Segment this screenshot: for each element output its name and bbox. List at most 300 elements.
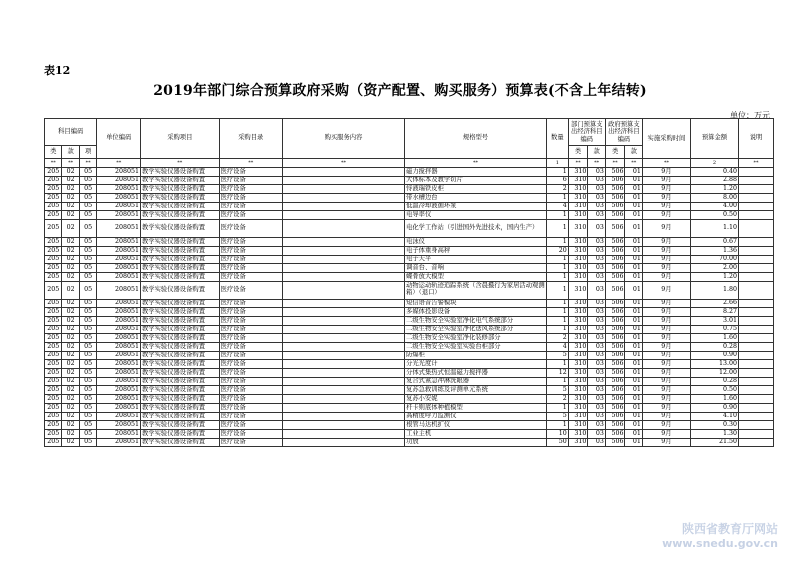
row-purchase-catalog: 医疗设备 <box>219 316 282 325</box>
row-gov-econ-section: 01 <box>625 281 642 299</box>
row-purchase-project: 教学实验仪器设备购置 <box>141 412 220 421</box>
row-spec-model: 大体标本及教学切片 <box>405 176 547 185</box>
row-unit-code: 208051 <box>97 281 141 299</box>
row-purchase-project: 教学实验仪器设备购置 <box>141 185 220 194</box>
row-section-code: 02 <box>62 369 79 378</box>
row-gov-econ-class: 506 <box>605 238 625 247</box>
row-dept-econ-section: 03 <box>588 429 605 438</box>
row-spec-model: 防爆柜 <box>405 351 547 360</box>
table-row <box>45 395 774 404</box>
row-quantity: 5 <box>546 386 568 395</box>
row-purchase-project: 教学实验仪器设备购置 <box>141 360 220 369</box>
row-purchase-catalog: 医疗设备 <box>219 272 282 281</box>
row-purchase-catalog: 医疗设备 <box>219 185 282 194</box>
row-purchase-catalog: 医疗设备 <box>219 308 282 317</box>
row-item-code: 05 <box>79 246 96 255</box>
row-spec-model: 恃液瑞铁皮柜 <box>405 185 547 194</box>
row-class-code: 205 <box>45 202 62 211</box>
row-service-content <box>282 246 404 255</box>
row-unit-code: 208051 <box>97 272 141 281</box>
row-purchase-catalog: 医疗设备 <box>219 281 282 299</box>
row-budget-amount: 21.50 <box>690 438 738 447</box>
row-remark <box>738 264 773 273</box>
row-gov-econ-section: 01 <box>625 194 642 203</box>
row-service-content <box>282 429 404 438</box>
row-implement-time: 9月 <box>642 281 690 299</box>
row-budget-amount: 1.60 <box>690 334 738 343</box>
row-purchase-project: 教学实验仪器设备购置 <box>141 403 220 412</box>
row-class-code: 205 <box>45 220 62 238</box>
row-gov-econ-class: 506 <box>605 211 625 220</box>
table-row <box>45 438 774 447</box>
table-row <box>45 386 774 395</box>
row-dept-econ-class: 310 <box>568 421 588 430</box>
table-row <box>45 369 774 378</box>
row-remark <box>738 176 773 185</box>
row-spec-model: 复苏急救训练及评测单元系统 <box>405 386 547 395</box>
watermark-name: 陕西省教育厅网站 <box>681 522 778 537</box>
row-section-code: 02 <box>62 255 79 264</box>
row-purchase-project: 教学实验仪器设备购置 <box>141 351 220 360</box>
table-row <box>45 176 774 185</box>
page-title: 2019年部门综合预算政府采购（资产配置、购买服务）预算表(不含上年结转) <box>153 83 647 99</box>
row-gov-econ-section: 01 <box>625 246 642 255</box>
row-dept-econ-section: 03 <box>588 185 605 194</box>
row-service-content <box>282 412 404 421</box>
row-quantity: 1 <box>546 308 568 317</box>
row-unit-code: 208051 <box>97 255 141 264</box>
row-implement-time: 9月 <box>642 334 690 343</box>
row-implement-time: 9月 <box>642 194 690 203</box>
row-section-code: 02 <box>62 377 79 386</box>
row-service-content <box>282 369 404 378</box>
row-remark <box>738 238 773 247</box>
row-service-content <box>282 403 404 412</box>
row-quantity: 50 <box>546 438 568 447</box>
row-dept-econ-class: 310 <box>568 429 588 438</box>
row-unit-code: 208051 <box>97 299 141 308</box>
row-quantity: 20 <box>546 246 568 255</box>
row-implement-time: 9月 <box>642 429 690 438</box>
row-section-code: 02 <box>62 264 79 273</box>
row-gov-econ-section: 01 <box>625 308 642 317</box>
marker-cell: ** <box>738 159 773 168</box>
row-service-content <box>282 308 404 317</box>
row-item-code: 05 <box>79 377 96 386</box>
row-implement-time: 9月 <box>642 369 690 378</box>
header-item: 项 <box>79 146 96 159</box>
row-section-code: 02 <box>62 202 79 211</box>
row-gov-econ-section: 01 <box>625 176 642 185</box>
row-class-code: 205 <box>45 343 62 352</box>
row-unit-code: 208051 <box>97 343 141 352</box>
row-unit-code: 208051 <box>97 308 141 317</box>
row-service-content <box>282 202 404 211</box>
row-dept-econ-class: 310 <box>568 308 588 317</box>
marker-cell: 1 <box>546 159 568 168</box>
row-item-code: 05 <box>79 438 96 447</box>
watermark <box>662 522 778 551</box>
row-purchase-project: 教学实验仪器设备购置 <box>141 377 220 386</box>
row-quantity: 4 <box>546 202 568 211</box>
row-budget-amount: 0.28 <box>690 377 738 386</box>
row-spec-model: 调音台、音响 <box>405 264 547 273</box>
row-remark <box>738 185 773 194</box>
row-purchase-project: 教学实验仪器设备购置 <box>141 308 220 317</box>
row-gov-econ-class: 506 <box>605 438 625 447</box>
row-dept-econ-section: 03 <box>588 369 605 378</box>
row-gov-econ-class: 506 <box>605 360 625 369</box>
row-service-content <box>282 272 404 281</box>
row-service-content <box>282 185 404 194</box>
row-gov-econ-class: 506 <box>605 377 625 386</box>
row-item-code: 05 <box>79 395 96 404</box>
row-purchase-project: 教学实验仪器设备购置 <box>141 421 220 430</box>
row-service-content <box>282 255 404 264</box>
row-section-code: 02 <box>62 211 79 220</box>
table-row <box>45 238 774 247</box>
row-remark <box>738 220 773 238</box>
row-implement-time: 9月 <box>642 246 690 255</box>
row-unit-code: 208051 <box>97 403 141 412</box>
row-gov-econ-section: 01 <box>625 255 642 264</box>
row-class-code: 205 <box>45 246 62 255</box>
row-purchase-project: 教学实验仪器设备购置 <box>141 194 220 203</box>
row-section-code: 02 <box>62 334 79 343</box>
row-purchase-catalog: 医疗设备 <box>219 255 282 264</box>
row-dept-econ-section: 03 <box>588 308 605 317</box>
row-gov-econ-class: 506 <box>605 185 625 194</box>
row-purchase-project: 教学实验仪器设备购置 <box>141 343 220 352</box>
row-quantity: 1 <box>546 299 568 308</box>
row-gov-econ-section: 01 <box>625 369 642 378</box>
row-dept-econ-section: 03 <box>588 246 605 255</box>
row-quantity: 2 <box>546 395 568 404</box>
budget-table <box>44 118 774 447</box>
table-label: 表12 <box>44 64 71 77</box>
row-dept-econ-class: 310 <box>568 369 588 378</box>
header-gov-section: 款 <box>625 146 642 159</box>
row-class-code: 205 <box>45 238 62 247</box>
row-class-code: 205 <box>45 351 62 360</box>
row-item-code: 05 <box>79 386 96 395</box>
row-dept-econ-section: 03 <box>588 334 605 343</box>
row-unit-code: 208051 <box>97 429 141 438</box>
row-remark <box>738 281 773 299</box>
row-gov-econ-section: 01 <box>625 334 642 343</box>
row-dept-econ-section: 03 <box>588 360 605 369</box>
row-unit-code: 208051 <box>97 316 141 325</box>
row-quantity: 10 <box>546 429 568 438</box>
row-service-content <box>282 351 404 360</box>
row-class-code: 205 <box>45 185 62 194</box>
row-unit-code: 208051 <box>97 168 141 177</box>
row-dept-econ-class: 310 <box>568 264 588 273</box>
row-purchase-catalog: 医疗设备 <box>219 194 282 203</box>
row-purchase-catalog: 医疗设备 <box>219 211 282 220</box>
table-row <box>45 220 774 238</box>
row-spec-model: 复合式紧急冲淋洗眼器 <box>405 377 547 386</box>
row-quantity: 1 <box>546 211 568 220</box>
row-gov-econ-section: 01 <box>625 343 642 352</box>
row-dept-econ-section: 03 <box>588 194 605 203</box>
row-remark <box>738 360 773 369</box>
row-budget-amount: 4.00 <box>690 202 738 211</box>
row-purchase-catalog: 医疗设备 <box>219 220 282 238</box>
row-budget-amount: 12.00 <box>690 369 738 378</box>
row-section-code: 02 <box>62 386 79 395</box>
row-gov-econ-class: 506 <box>605 168 625 177</box>
row-dept-econ-section: 03 <box>588 255 605 264</box>
row-purchase-project: 教学实验仪器设备购置 <box>141 334 220 343</box>
row-quantity: 4 <box>546 343 568 352</box>
row-class-code: 205 <box>45 281 62 299</box>
row-service-content <box>282 343 404 352</box>
row-unit-code: 208051 <box>97 238 141 247</box>
row-service-content <box>282 377 404 386</box>
row-implement-time: 9月 <box>642 211 690 220</box>
row-purchase-catalog: 医疗设备 <box>219 168 282 177</box>
row-implement-time: 9月 <box>642 351 690 360</box>
header-row-1 <box>45 119 774 146</box>
row-remark <box>738 421 773 430</box>
row-unit-code: 208051 <box>97 351 141 360</box>
row-item-code: 05 <box>79 351 96 360</box>
marker-cell: ** <box>642 159 690 168</box>
row-budget-amount: 4.10 <box>690 412 738 421</box>
row-purchase-project: 教学实验仪器设备购置 <box>141 395 220 404</box>
row-dept-econ-class: 310 <box>568 438 588 447</box>
row-dept-econ-section: 03 <box>588 176 605 185</box>
row-class-code: 205 <box>45 403 62 412</box>
row-unit-code: 208051 <box>97 202 141 211</box>
row-remark <box>738 316 773 325</box>
row-service-content <box>282 325 404 334</box>
row-item-code: 05 <box>79 412 96 421</box>
row-gov-econ-section: 01 <box>625 220 642 238</box>
row-spec-model: 二级生物安全实验室净化送风系统部分 <box>405 325 547 334</box>
row-remark <box>738 386 773 395</box>
row-remark <box>738 351 773 360</box>
row-class-code: 205 <box>45 412 62 421</box>
table-row <box>45 429 774 438</box>
row-class-code: 205 <box>45 325 62 334</box>
row-budget-amount: 1.20 <box>690 185 738 194</box>
row-remark <box>738 255 773 264</box>
row-dept-econ-section: 03 <box>588 325 605 334</box>
row-service-content <box>282 264 404 273</box>
row-implement-time: 9月 <box>642 412 690 421</box>
row-remark <box>738 325 773 334</box>
row-quantity: 1 <box>546 264 568 273</box>
row-section-code: 02 <box>62 194 79 203</box>
row-unit-code: 208051 <box>97 334 141 343</box>
table-row <box>45 325 774 334</box>
row-spec-model: 带水槽边台 <box>405 194 547 203</box>
row-budget-amount: 0.30 <box>690 421 738 430</box>
row-budget-amount: 1.80 <box>690 281 738 299</box>
row-class-code: 205 <box>45 429 62 438</box>
row-spec-model: 杆卡则底体种植模型 <box>405 403 547 412</box>
row-gov-econ-section: 01 <box>625 429 642 438</box>
row-item-code: 05 <box>79 255 96 264</box>
marker-cell: ** <box>219 159 282 168</box>
marker-cell: ** <box>605 159 625 168</box>
marker-cell: ** <box>45 159 62 168</box>
row-implement-time: 9月 <box>642 316 690 325</box>
row-spec-model: 根管马达机扩仪 <box>405 421 547 430</box>
row-gov-econ-class: 506 <box>605 264 625 273</box>
row-class-code: 205 <box>45 377 62 386</box>
table-row <box>45 194 774 203</box>
row-dept-econ-section: 03 <box>588 272 605 281</box>
row-item-code: 05 <box>79 334 96 343</box>
row-class-code: 205 <box>45 264 62 273</box>
row-dept-econ-class: 310 <box>568 168 588 177</box>
row-quantity: 1 <box>546 281 568 299</box>
row-gov-econ-section: 01 <box>625 377 642 386</box>
row-service-content <box>282 299 404 308</box>
row-unit-code: 208051 <box>97 246 141 255</box>
row-spec-model: 分体式集热式恒温磁力搅拌器 <box>405 369 547 378</box>
row-item-code: 05 <box>79 299 96 308</box>
row-implement-time: 9月 <box>642 325 690 334</box>
row-dept-econ-class: 310 <box>568 246 588 255</box>
row-section-code: 02 <box>62 281 79 299</box>
row-unit-code: 208051 <box>97 369 141 378</box>
marker-cell: 2 <box>690 159 738 168</box>
row-gov-econ-section: 01 <box>625 299 642 308</box>
row-item-code: 05 <box>79 343 96 352</box>
row-gov-econ-class: 506 <box>605 412 625 421</box>
row-quantity: 1 <box>546 421 568 430</box>
row-class-code: 205 <box>45 176 62 185</box>
row-gov-econ-class: 506 <box>605 334 625 343</box>
row-section-code: 02 <box>62 316 79 325</box>
row-section-code: 02 <box>62 421 79 430</box>
row-spec-model: 电子体重身高秤 <box>405 246 547 255</box>
marker-cell: ** <box>282 159 404 168</box>
row-unit-code: 208051 <box>97 325 141 334</box>
row-spec-model: 短信语音告警模块 <box>405 299 547 308</box>
row-section-code: 02 <box>62 238 79 247</box>
row-budget-amount: 1.20 <box>690 272 738 281</box>
row-gov-econ-section: 01 <box>625 421 642 430</box>
row-item-code: 05 <box>79 369 96 378</box>
row-purchase-project: 教学实验仪器设备购置 <box>141 386 220 395</box>
row-purchase-catalog: 医疗设备 <box>219 369 282 378</box>
row-spec-model: 电导率仪 <box>405 211 547 220</box>
marker-cell: ** <box>405 159 547 168</box>
row-gov-econ-class: 506 <box>605 281 625 299</box>
table-body <box>45 168 774 447</box>
row-budget-amount: 1.10 <box>690 220 738 238</box>
row-purchase-project: 教学实验仪器设备购置 <box>141 211 220 220</box>
row-remark <box>738 168 773 177</box>
table-row <box>45 316 774 325</box>
row-dept-econ-section: 03 <box>588 403 605 412</box>
row-dept-econ-class: 310 <box>568 351 588 360</box>
row-class-code: 205 <box>45 421 62 430</box>
row-spec-model: 分光光度计 <box>405 360 547 369</box>
row-remark <box>738 202 773 211</box>
row-budget-amount: 0.40 <box>690 168 738 177</box>
row-gov-econ-class: 506 <box>605 395 625 404</box>
row-dept-econ-class: 310 <box>568 255 588 264</box>
row-unit-code: 208051 <box>97 421 141 430</box>
row-service-content <box>282 360 404 369</box>
row-remark <box>738 438 773 447</box>
row-gov-econ-class: 506 <box>605 369 625 378</box>
row-implement-time: 9月 <box>642 185 690 194</box>
row-gov-econ-section: 01 <box>625 185 642 194</box>
row-class-code: 205 <box>45 386 62 395</box>
row-budget-amount: 3.01 <box>690 316 738 325</box>
header-dept-econ-code: 部门预算支出经济科目编码 <box>568 119 605 146</box>
row-class-code: 205 <box>45 334 62 343</box>
row-section-code: 02 <box>62 185 79 194</box>
row-purchase-catalog: 医疗设备 <box>219 334 282 343</box>
marker-cell: ** <box>79 159 96 168</box>
row-dept-econ-class: 310 <box>568 238 588 247</box>
row-gov-econ-class: 506 <box>605 429 625 438</box>
row-unit-code: 208051 <box>97 386 141 395</box>
header-remark: 说明 <box>738 119 773 159</box>
header-section: 款 <box>62 146 79 159</box>
table-row <box>45 255 774 264</box>
row-remark <box>738 211 773 220</box>
row-purchase-catalog: 医疗设备 <box>219 438 282 447</box>
row-gov-econ-class: 506 <box>605 421 625 430</box>
table-row <box>45 202 774 211</box>
table-row <box>45 281 774 299</box>
row-budget-amount: 8.27 <box>690 308 738 317</box>
row-item-code: 05 <box>79 211 96 220</box>
row-section-code: 02 <box>62 343 79 352</box>
row-dept-econ-class: 310 <box>568 386 588 395</box>
row-service-content <box>282 281 404 299</box>
row-dept-econ-class: 310 <box>568 185 588 194</box>
row-spec-model: 磁力搅拌器 <box>405 168 547 177</box>
table-row <box>45 299 774 308</box>
row-dept-econ-section: 03 <box>588 412 605 421</box>
row-section-code: 02 <box>62 403 79 412</box>
row-dept-econ-class: 310 <box>568 412 588 421</box>
row-purchase-catalog: 医疗设备 <box>219 429 282 438</box>
row-purchase-catalog: 医疗设备 <box>219 421 282 430</box>
row-dept-econ-section: 03 <box>588 438 605 447</box>
row-gov-econ-section: 01 <box>625 316 642 325</box>
row-implement-time: 9月 <box>642 255 690 264</box>
row-quantity: 5 <box>546 412 568 421</box>
row-dept-econ-class: 310 <box>568 403 588 412</box>
header-unit-code: 单位编码 <box>97 119 141 159</box>
row-service-content <box>282 194 404 203</box>
row-spec-model: 电泳仪 <box>405 238 547 247</box>
row-service-content <box>282 211 404 220</box>
row-item-code: 05 <box>79 316 96 325</box>
row-dept-econ-section: 03 <box>588 386 605 395</box>
row-purchase-catalog: 医疗设备 <box>219 246 282 255</box>
row-implement-time: 9月 <box>642 220 690 238</box>
row-item-code: 05 <box>79 403 96 412</box>
row-gov-econ-class: 506 <box>605 255 625 264</box>
row-quantity: 1 <box>546 238 568 247</box>
header-dept-class: 类 <box>568 146 588 159</box>
row-gov-econ-class: 506 <box>605 272 625 281</box>
row-purchase-project: 教学实验仪器设备购置 <box>141 281 220 299</box>
marker-cell: ** <box>588 159 605 168</box>
